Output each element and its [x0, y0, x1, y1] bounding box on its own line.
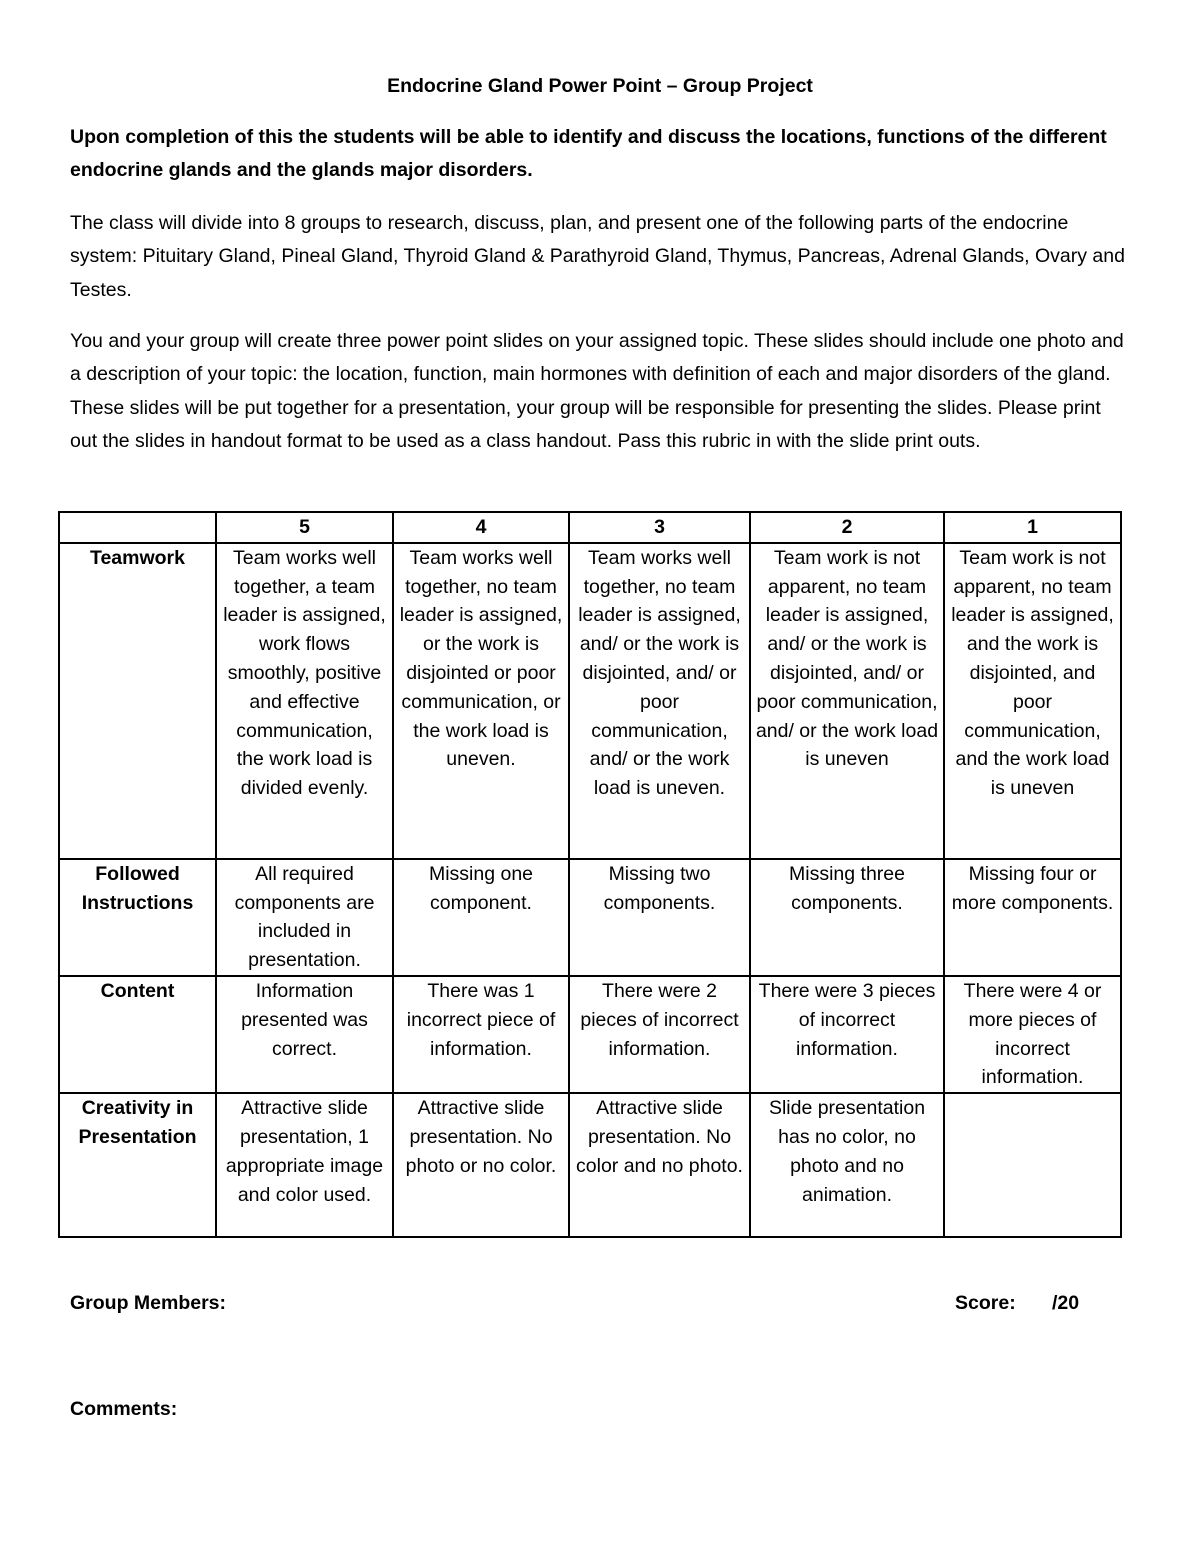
group-members-label: Group Members: [70, 1292, 227, 1314]
rubric-cell: Team work is not apparent, no team leader is assigned, and/ or the work is disjointed, and/ or poor communication, and/ or the work load is uneven [750, 543, 944, 859]
rubric-cell: Attractive slide presentation, 1 appropriate image and color used. [216, 1093, 393, 1237]
rubric-cell: Missing four or more components. [944, 859, 1121, 976]
score-total: /20 [1052, 1292, 1080, 1314]
rubric-cell: There was 1 incorrect piece of information. [393, 976, 569, 1093]
rubric-cell [944, 1093, 1121, 1237]
rubric-cell: Missing two components. [569, 859, 750, 976]
criterion-cell: Followed Instructions [59, 859, 216, 976]
score-label: Score: [955, 1292, 1016, 1314]
page-title: Endocrine Gland Power Point – Group Project [387, 75, 813, 97]
rubric-cell: There were 2 pieces of incorrect information. [569, 976, 750, 1093]
comments-label: Comments: [70, 1398, 178, 1420]
rubric-cell: Slide presentation has no color, no photo and no animation. [750, 1093, 944, 1237]
rubric-row-creativity [59, 1093, 1121, 1237]
header-cell-score-2: 2 [750, 512, 944, 543]
header-cell-score-4: 4 [393, 512, 569, 543]
rubric-cell: Missing one component. [393, 859, 569, 976]
rubric-cell: Team works well together, no team leader is assigned, and/ or the work is disjointed, and/ or poor communication, and/ or the work load is uneven. [569, 543, 750, 859]
rubric-cell: Team works well together, no team leader is assigned, or the work is disjointed or poor communication, or the work load is uneven. [393, 543, 569, 859]
objective-paragraph: Upon completion of this the students will be able to identify and discuss the locations, functions of the different endocrine glands and the glands major disorders. [70, 126, 1107, 182]
rubric-cell: Information presented was correct. [216, 976, 393, 1093]
instructions-paragraph: You and your group will create three power point slides on your assigned topic. These slides should include one photo and a description of your topic: the location, function, main hormones with definition of each and major disorders of the gland. These slides will be put together for a presentation, your group will be responsible for presenting the slides. Please print out the slides in handout format to be used as a class handout. Pass this rubric in with the slide print outs. [70, 330, 1124, 452]
rubric-cell: Missing three components. [750, 859, 944, 976]
header-cell-score-3: 3 [569, 512, 750, 543]
header-cell-blank [59, 512, 216, 543]
criterion-cell: Content [59, 976, 216, 1093]
rubric-table [58, 511, 1122, 1238]
rubric-header-row [59, 512, 1121, 543]
header-cell-score-5: 5 [216, 512, 393, 543]
header-cell-score-1: 1 [944, 512, 1121, 543]
criterion-cell: Creativity in Presentation [59, 1093, 216, 1237]
intro-paragraph: The class will divide into 8 groups to research, discuss, plan, and present one of the following parts of the endocrine system: Pituitary Gland, Pineal Gland, Thyroid Gland & Parathyroid Gland, Thymus, Pancreas, Adrenal Glands, Ovary and Testes. [70, 212, 1125, 301]
rubric-cell: Attractive slide presentation. No photo or no color. [393, 1093, 569, 1237]
rubric-cell: Team works well together, a team leader is assigned, work flows smoothly, positive and effective communication, the work load is divided evenly. [216, 543, 393, 859]
rubric-cell: All required components are included in presentation. [216, 859, 393, 976]
rubric-cell: There were 4 or more pieces of incorrect information. [944, 976, 1121, 1093]
criterion-cell: Teamwork [59, 543, 216, 859]
rubric-cell: There were 3 pieces of incorrect information. [750, 976, 944, 1093]
rubric-cell: Team work is not apparent, no team leader is assigned, and the work is disjointed, and poor communication, and the work load is uneven [944, 543, 1121, 859]
rubric-row-teamwork [59, 543, 1121, 859]
rubric-row-followed-instructions [59, 859, 1121, 976]
rubric-cell: Attractive slide presentation. No color and no photo. [569, 1093, 750, 1237]
rubric-row-content [59, 976, 1121, 1093]
